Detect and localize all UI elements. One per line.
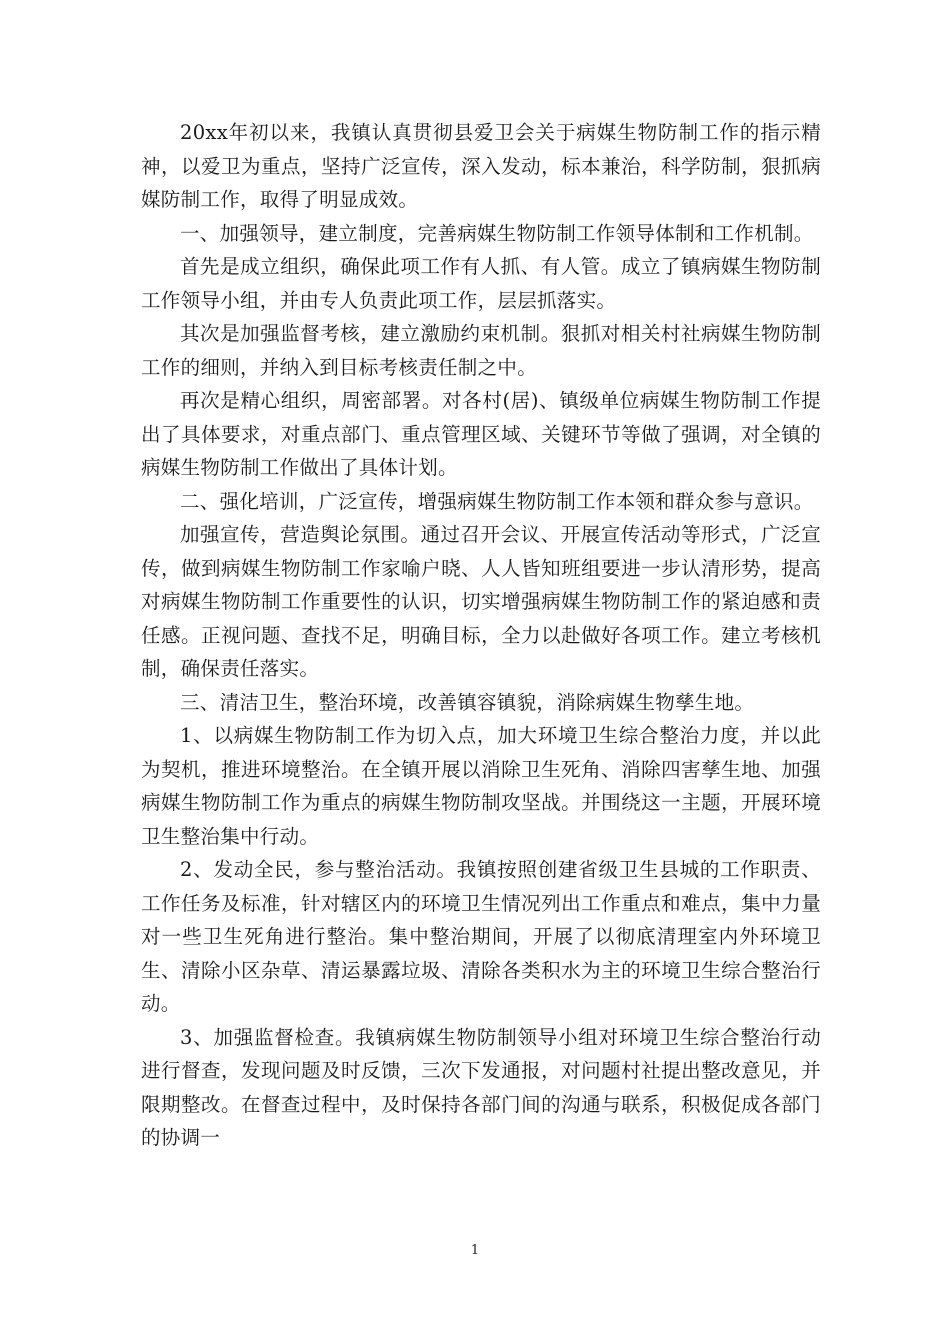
section-heading-2: 二、强化培训，广泛宣传，增强病媒生物防制工作本领和群众参与意识。	[180, 489, 814, 513]
document-body	[141, 116, 821, 1155]
paragraph: 3、加强监督检查。我镇病媒生物防制领导小组对环境卫生综合整治行动进行督查，发现问题及时反馈，三次下发通报，对问题村社提出整改意见，并限期整改。在督查过程中，及时保持各部门间的沟通与联系，积极促成各部门的协调一	[141, 1025, 821, 1149]
paragraph: 1、以病媒生物防制工作为切入点，加大环境卫生综合整治力度，并以此为契机，推进环境整治。在全镇开展以消除卫生死角、消除四害孳生地、加强病媒生物防制工作为重点的病媒生物防制攻坚战。并围绕这一主题，开展环境卫生整治集中行动。	[141, 724, 821, 848]
paragraph: 2、发动全民，参与整治活动。我镇按照创建省级卫生县城的工作职责、工作任务及标准，针对辖区内的环境卫生情况列出工作重点和难点，集中力量对一些卫生死角进行整治。集中整治期间，开展了以彻底清理室内外环境卫生、清除小区杂草、清运暴露垃圾、清除各类积水为主的环境卫生综合整治行动。	[141, 858, 821, 1015]
paragraph: 首先是成立组织，确保此项工作有人抓、有人管。成立了镇病媒生物防制工作领导小组，并由专人负责此项工作，层层抓落实。	[141, 255, 821, 312]
paragraph: 再次是精心组织，周密部署。对各村(居)、镇级单位病媒生物防制工作提出了具体要求，对重点部门、重点管理区域、关键环节等做了强调，对全镇的病媒生物防制工作做出了具体计划。	[141, 389, 821, 479]
paragraph: 其次是加强监督考核，建立激励约束机制。狠抓对相关村社病媒生物防制工作的细则，并纳入到目标考核责任制之中。	[141, 322, 821, 379]
section-heading-3: 三、清洁卫生，整治环境，改善镇容镇貌，消除病媒生物孳生地。	[180, 690, 755, 714]
paragraph: 加强宣传，营造舆论氛围。通过召开会议、开展宣传活动等形式，广泛宣传，做到病媒生物防制工作家喻户晓、人人皆知班组要进一步认清形势，提高对病媒生物防制工作重要性的认识，切实增强病媒生物防制工作的紧迫感和责任感。正视问题、查找不足，明确目标，全力以赴做好各项工作。建立考核机制，确保责任落实。	[141, 523, 821, 680]
page-number: 1	[470, 1243, 480, 1258]
section-heading-1: 一、加强领导，建立制度，完善病媒生物防制工作领导体制和工作机制。	[180, 221, 814, 245]
paragraph-intro: 20xx年初以来，我镇认真贯彻县爱卫会关于病媒生物防制工作的指示精神，以爱卫为重点，坚持广泛宣传，深入发动，标本兼治，科学防制，狠抓病媒防制工作，取得了明显成效。	[141, 121, 821, 211]
